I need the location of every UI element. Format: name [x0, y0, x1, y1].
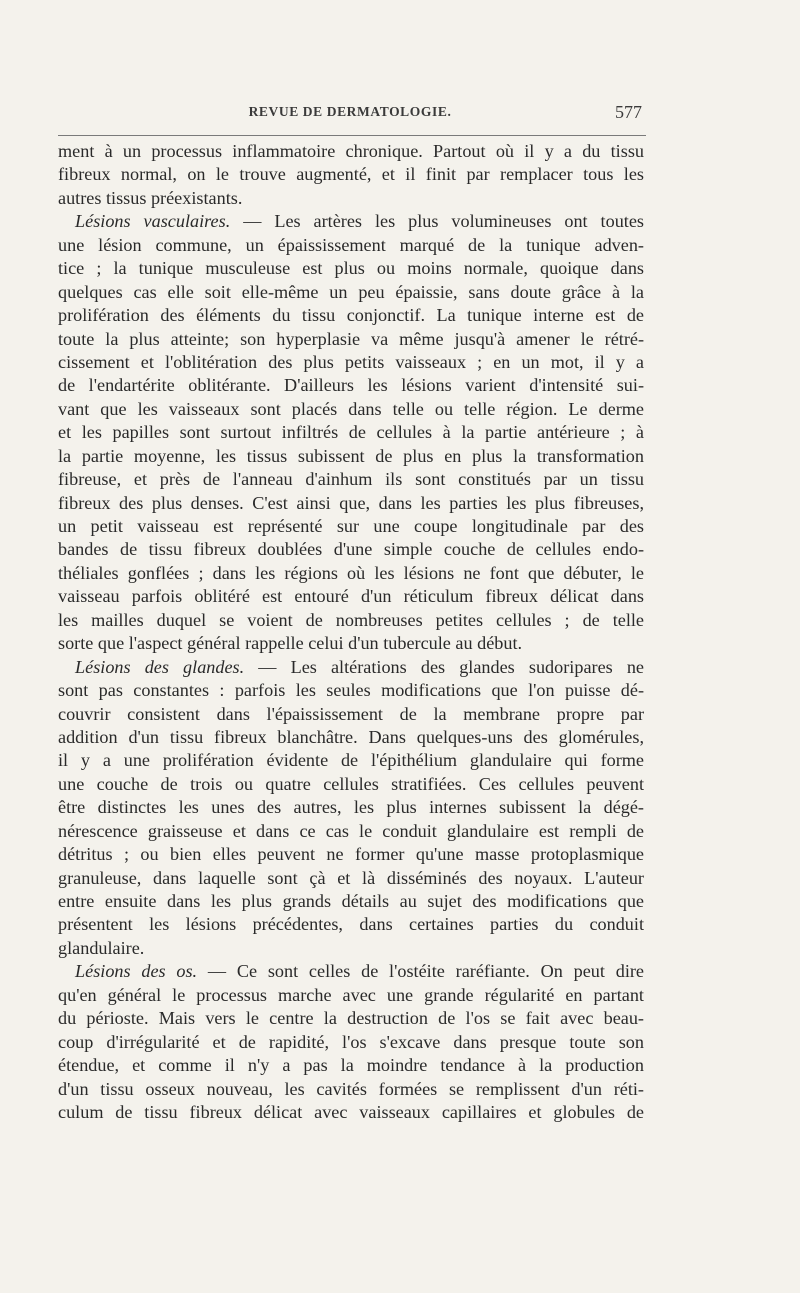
- text-line: tice ; la tunique musculeuse est plus ou moins normale, quoique dans: [58, 258, 644, 279]
- text-line: détritus ; ou bien elles peuvent ne former qu'une masse protoplasmique: [58, 844, 644, 865]
- text-line: étendue, et comme il n'y a pas la moindre tendance à la production: [58, 1055, 644, 1076]
- text-line: nérescence graisseuse et dans ce cas le conduit glandulaire est rempli de: [58, 820, 644, 841]
- page-header: [58, 100, 642, 124]
- text-line: être distinctes les unes des autres, les plus internes subissent la dégé-: [58, 797, 644, 818]
- text-line: un petit vaisseau est représenté sur une coupe longitudinale par des: [58, 516, 644, 536]
- text-line: d'un tissu osseux nouveau, les cavités formées se remplissent d'un réti-: [58, 1078, 644, 1099]
- text-line: théliales gonflées ; dans les régions où les lésions ne font que débuter, le: [58, 562, 644, 583]
- text-line: présentent les lésions précédentes, dans certaines parties du conduit: [58, 914, 644, 935]
- text-line: vant que les vaisseaux sont placés dans telle ou telle région. Le derme: [58, 398, 644, 419]
- text-line: autres tissus préexistants.: [58, 187, 243, 208]
- text-line: une couche de trois ou quatre cellules stratifiées. Ces cellules peuvent: [58, 773, 644, 794]
- text-line: glandulaire.: [58, 937, 145, 958]
- text-line: il y a une prolifération évidente de l'épithélium glandulaire qui forme: [58, 750, 644, 771]
- page-number: 577: [615, 102, 642, 122]
- header-rule: [58, 135, 646, 136]
- text-line: du périoste. Mais vers le centre la destruction de l'os se fait avec beau-: [58, 1008, 644, 1029]
- section-heading-glandes: Lésions des glandes.: [75, 656, 245, 677]
- section-heading-os: Lésions des os.: [75, 961, 198, 982]
- running-title: REVUE DE DERMATOLOGIE.: [248, 104, 452, 119]
- text-line: addition d'un tissu fibreux blanchâtre. Dans quelques-uns des glomérules,: [58, 726, 644, 747]
- text-line: fibreux des plus denses. C'est ainsi que, dans les parties les plus fibreuses,: [58, 492, 644, 513]
- text-line: ment à un processus inflammatoire chronique. Partout où il y a du tissu: [58, 141, 644, 161]
- text-line: fibreuse, et près de l'anneau d'ainhum ils sont constitués par un tissu: [58, 469, 644, 490]
- text-span: — Les altérations des glandes sudoripares ne: [244, 656, 644, 677]
- text-line: toute la plus atteinte; son hyperplasie va même jusqu'à amener le rétré-: [58, 328, 644, 349]
- text-line: coup d'irrégularité et de rapidité, l'os s'excave dans presque toute son: [58, 1031, 644, 1052]
- text-line: sont pas constantes : parfois les seules modifications que l'on puisse dé-: [58, 680, 644, 701]
- text-line: de l'endartérite oblitérante. D'ailleurs les lésions varient d'intensité sui-: [58, 375, 644, 396]
- text-line: les mailles duquel se voient de nombreuses petites cellules ; de telle: [58, 609, 644, 630]
- text-line: qu'en général le processus marche avec une grande régularité en partant: [58, 984, 644, 1005]
- section-heading-line: [58, 656, 644, 679]
- section-heading-line: [58, 210, 644, 233]
- text-span: — Les artères les plus volumineuses ont toutes: [230, 211, 644, 232]
- text-line: prolifération des éléments du tissu conjonctif. La tunique interne est de: [58, 305, 644, 326]
- text-line: fibreux normal, on le trouve augmenté, et il finit par remplacer tous les: [58, 164, 644, 185]
- section-heading-vasculaires: Lésions vasculaires.: [75, 211, 231, 232]
- text-line: culum de tissu fibreux délicat avec vaisseaux capillaires et globules de: [58, 1101, 644, 1122]
- text-line: quelques cas elle soit elle-même un peu épaissie, sans doute grâce à la: [58, 281, 644, 302]
- section-heading-line: [58, 960, 644, 983]
- text-line: granuleuse, dans laquelle sont çà et là disséminés des noyaux. L'auteur: [58, 867, 644, 888]
- text-line: cissement et l'oblitération des plus petits vaisseaux ; en un mot, il y a: [58, 351, 644, 372]
- text-line: une lésion commune, un épaississement marqué de la tunique adven-: [58, 234, 644, 255]
- text-span: — Ce sont celles de l'ostéite raréfiante. On peut dire: [197, 961, 644, 982]
- text-line: sorte que l'aspect général rappelle celui d'un tubercule au début.: [58, 633, 523, 654]
- text-line: et les papilles sont surtout infiltrés de cellules à la partie antérieure ; à: [58, 422, 644, 443]
- body-text: [58, 140, 644, 1124]
- text-line: bandes de tissu fibreux doublées d'une simple couche de cellules endo-: [58, 539, 644, 560]
- text-line: la partie moyenne, les tissus subissent de plus en plus la transformation: [58, 445, 644, 466]
- text-line: entre ensuite dans les plus grands détails au sujet des modifications que: [58, 891, 644, 911]
- text-line: vaisseau parfois oblitéré est entouré d'un réticulum fibreux délicat dans: [58, 586, 644, 607]
- text-line: couvrir consistent dans l'épaississement de la membrane propre par: [58, 703, 644, 724]
